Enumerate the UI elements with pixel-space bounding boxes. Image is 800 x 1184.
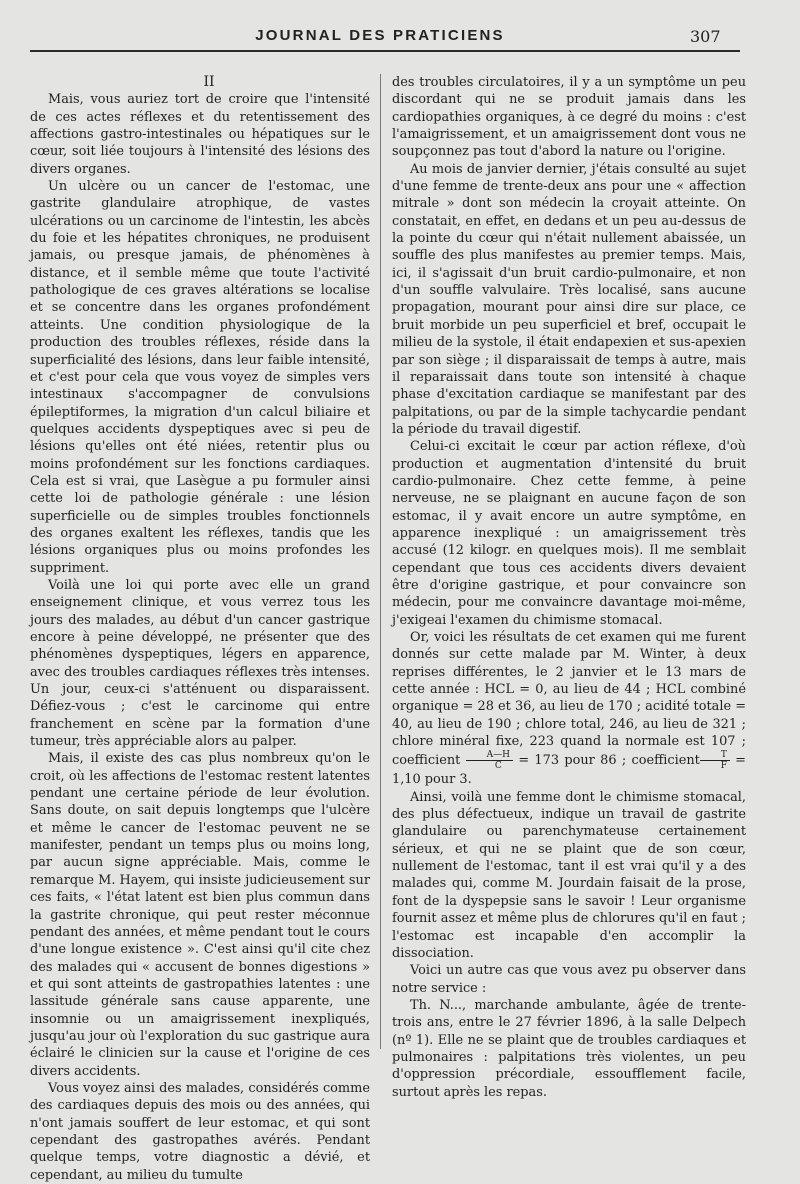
paragraph: Un ulcère ou un cancer de l'estomac, une gastrite glandulaire atrophique, de vastes ulcérations ou un carcinome de l'intestin, les abcès du foie et les hépatites chroniques, ne produisent jamais, ou presque jamais, de phénomènes à distance, et il semble même que toute l'activité pathologique de ces graves altérations se localise et se concentre dans les organes profondément atteints. Une condition physiologique de la production des troubles réflexes, réside dans la superficialité des lésions, dans leur faible intensité, et c'est pour cela que vous voyez de simples vers intestinaux s'accompagner de convulsions épileptiformes, la migration d'un calcul biliaire et quelques accidents dyspeptiques avec si peu de lésions qu'elles ont été niées, retentir plus ou moins profondément sur les fonctions cardiaques. Cela est si vrai, que Lasègue a pu formuler ainsi cette loi de pathologie générale : une lésion superficielle ou de simples troubles fonctionnels des organes exaltent les réflexes, tandis que les lésions organiques plus ou moins profondes les suppriment. [30, 179, 370, 576]
coefficient-fraction [700, 750, 730, 771]
right-column [392, 74, 746, 1100]
left-column [30, 74, 370, 1183]
paragraph: Mais, il existe des cas plus nombreux qu'on le croit, où les affections de l'estomac restent latentes pendant une certaine période de leur évolution. Sans doute, on sait depuis longtemps que l'ulcère et même le cancer de l'estomac peuvent ne se manifester, pendant un temps plus ou moins long, par aucun signe appréciable. Mais, comme le remarque M. Hayem, qui insiste judicieusement sur ces faits, « l'état latent est bien plus commun dans la gastrite chronique, qui peut rester méconnue pendant des années, et même pendant tout le cours d'une longue existence ». C'est ainsi qu'il cite chez des malades qui « accusent de bonnes digestions » et qui sont atteints de gastropathies latentes : une lassitude générale sans cause apparente, une insomnie ou un amaigrissement inexpliqués, jusqu'au jour où l'exploration du suc gastrique aura éclairé le clinicien sur la cause et l'origine de ces divers accidents. [30, 751, 370, 1079]
page-number: 307 [690, 27, 721, 46]
header-rule [30, 50, 740, 52]
fraction-denominator: C [494, 761, 502, 772]
fraction-denominator: F [720, 761, 727, 772]
running-title: JOURNAL DES PRATICIENS [255, 27, 505, 44]
section-number: II [203, 74, 215, 90]
paragraph: Ainsi, voilà une femme dont le chimisme stomacal, des plus défectueux, indique un travail de gastrite glandulaire ou parenchymateuse certainement sérieux, et qui ne se plaint que de son cœur, nullement de l'estomac, tant il est vrai qu'il y a des malades qui, comme M. Jourdain faisait de la prose, font de la dyspepsie sans le savoir ! Leur organisme fournit assez et même plus de chlorures qu'il en faut ; l'estomac est incapable d'en accomplir la dissociation. [392, 789, 746, 961]
paragraph: Mais, vous auriez tort de croire que l'intensité de ces actes réflexes et du retentissement des affections gastro-intestinales ou hépatiques sur le cœur, soit liée toujours à l'intensité des lésions des divers organes. [30, 92, 370, 177]
paragraph-continued: des troubles circulatoires, il y a un symptôme un peu discordant qui ne se produit jamais dans les cardiopathies organiques, à ce degré du moins : c'est l'amaigrissement, et un amaigrissement dont vous ne soupçonnez pas tout d'abord la nature ou l'origine. [392, 75, 746, 160]
paragraph: Voilà une loi qui porte avec elle un grand enseignement clinique, et vous verrez tous les jours des malades, au début d'un cancer gastrique encore à peine développé, ne présenter que des phénomènes dyspeptiques, légers en apparence, avec des troubles cardiaques réflexes très intenses. Un jour, ceux-ci s'atténuent ou disparaissent. Défiez-vous ; c'est le carcinome qui entre franchement en scène par la formation d'une tumeur, très appréciable alors au palper. [30, 577, 370, 750]
paragraph: Vous voyez ainsi des malades, considérés comme des cardiaques depuis des mois ou des années, qui n'ont jamais souffert de leur estomac, et qui sont cependant des gastropathes avérés. Pendant quelque temps, votre diagnostic a dévié, et cependant, au milieu du tumulte [30, 1080, 370, 1183]
fraction-numerator: A—H [466, 750, 513, 761]
column-divider [380, 74, 381, 1049]
paragraph: Th. N..., marchande ambulante, âgée de trente-trois ans, entre le 27 février 1896, à la salle Delpech (nº 1). Elle ne se plaint que de troubles cardiaques et pulmonaires : palpitations très violentes, un peu d'oppression précordiale, essoufflement facile, surtout après les repas. [392, 997, 746, 1100]
lab-results-paragraph [392, 629, 746, 789]
lab-results-end: = 1,10 pour 3. [392, 753, 746, 788]
paragraph: Celui-ci excitait le cœur par action réflexe, d'où production et augmentation d'intensité du bruit cardio-pulmonaire. Chez cette femme, à peine nerveuse, ne se plaignant en aucune façon de son estomac, il y avait encore un autre symptôme, en apparence inexpliqué : un amaigrissement très accusé (12 kilogr. en quelques mois). Il me semblait cependant que tous ces accidents divers devaient être d'origine gastrique, et pour convaincre son médecin, pour me convaincre davantage moi-même, j'exigeai l'examen du chimisme stomacal. [392, 439, 746, 628]
lab-results-text: Or, voici les résultats de cet examen qui me furent donnés sur cette malade par M. Winter, à deux reprises différentes, le 2 janvier et le 13 mars de cette année : HCL = 0, au lieu de 44 ; HCL combiné organique = 28 et 36, au lieu de 170 ; acidité totale = 40, au lieu de 190 ; chlore total, 246, au lieu de 321 ; chlore minéral fixe, 223 quand la normale est 107 ; coefficient [392, 630, 746, 769]
coefficient-fraction [466, 750, 513, 771]
page-header [0, 0, 800, 52]
fraction-numerator: T [700, 750, 730, 761]
paragraph: Voici un autre cas que vous avez pu observer dans notre service : [392, 963, 746, 996]
lab-results-middle: = 173 pour 86 ; coefficient [518, 753, 700, 769]
paragraph: Au mois de janvier dernier, j'étais consulté au sujet d'une femme de trente-deux ans pour une « affection mitrale » dont son médecin la croyait atteinte. On constatait, en effet, en dedans et un peu au-dessus de la pointe du cœur qui n'était nullement abaissée, un souffle des plus manifestes au premier temps. Mais, ici, il s'agissait d'un bruit cardio-pulmonaire, et non d'un souffle valvulaire. Très localisé, sans aucune propagation, mourant pour ainsi dire sur place, ce bruit morbide un peu superficiel et bref, occupait le milieu de la systole, il était endapexien et sus-apexien par son siège ; il disparaissait de temps à autre, mais il reparaissait dans toute son intensité à chaque phase d'excitation cardiaque se manifestant par des palpitations, ou par de la simple tachycardie pendant la période du travail digestif. [392, 161, 746, 437]
